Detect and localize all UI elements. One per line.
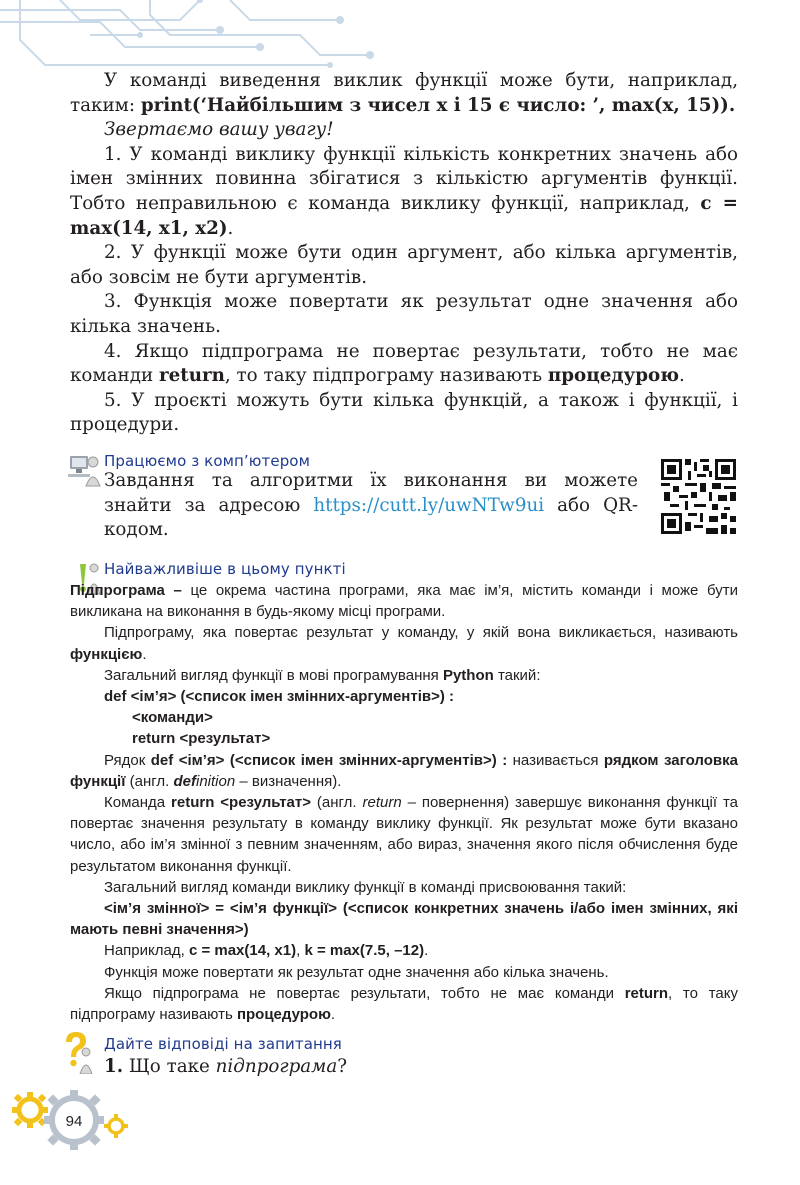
attention-note: Звертаємо вашу увагу! bbox=[104, 119, 334, 141]
computer-user-icon bbox=[68, 452, 102, 488]
circuit-decoration bbox=[0, 0, 380, 70]
intro-paragraph: У команді виведення виклик функції може бути, наприклад, таким: print(‘Найбільшим з чисел x і 15 є число: ’, max(x, 15)). bbox=[70, 70, 738, 116]
code-return-line: return <результат> bbox=[132, 730, 271, 748]
summary-function: Підпрограму, яка повертає результат у команду, у якій вона викликається, називають функцією. bbox=[70, 624, 738, 663]
summary-heading: Найважливіше в цьому пункті bbox=[104, 560, 346, 578]
summary-multi: Функція може повертати як результат одне значення або кілька значень. bbox=[104, 963, 609, 981]
work-section bbox=[104, 469, 638, 543]
code-def-line: def <ім’я> (<список імен змінних-аргументів>) : bbox=[104, 688, 455, 706]
code-commands-line: <команди> bbox=[132, 709, 213, 727]
resource-link[interactable]: https://cutt.ly/uwNTw9ui bbox=[313, 494, 545, 516]
qr-code[interactable] bbox=[661, 459, 736, 534]
question-mark-icon bbox=[60, 1030, 94, 1074]
summary-procedure: Якщо підпрограма не повертає результати, тобто не має команди return, то таку підпрограму називають процедурою. bbox=[70, 984, 738, 1024]
question-1: 1. Що таке підпрограма? bbox=[104, 1056, 348, 1077]
summary-call-code: <ім’я змінної> = <ім’я функції> (<список конкретних значень і/або імен змінних, які мають певні значення>) bbox=[70, 900, 738, 939]
item-3: 3. Функція може повертати як результат одне значення або кілька значень. bbox=[70, 291, 738, 337]
questions-heading: Дайте відповіді на запитання bbox=[104, 1035, 342, 1053]
item-4: 4. Якщо підпрограма не повертає результати, тобто не має команди return, то таку підпрограму називають процедурою. bbox=[70, 340, 738, 387]
summary-general: Загальний вигляд функції в мові програмування Python такий: bbox=[104, 666, 541, 684]
work-paragraph: Завдання та алгоритми їх виконання ви можете знайти за адресою https://cutt.ly/uwNTw9ui або QR-кодом. bbox=[104, 470, 638, 541]
summary-call: Загальний вигляд команди виклику функції в команді присвоювання такий: bbox=[104, 878, 627, 896]
summary-section bbox=[70, 580, 738, 1025]
page-number: 94 bbox=[65, 1113, 83, 1130]
intro-section bbox=[70, 69, 738, 438]
work-heading: Працюємо з комп’ютером bbox=[104, 452, 311, 470]
summary-example: Наприклад, c = max(14, x1), k = max(7.5, –12). bbox=[104, 942, 429, 960]
item-5: 5. У проєкті можуть бути кілька функцій, а також і функції, і процедури. bbox=[70, 389, 738, 436]
summary-definition: Підпрограма – це окрема частина програми, яка має ім’я, містить команди і може бути викликана на виконання в будь-якому місці програми. bbox=[70, 582, 739, 621]
item-1: 1. У команді виклику функції кількість конкретних значень або імен змінних повинна збігатися з кількістю аргументів функції. Тобто неправильною є команда виклику функції, наприклад, c = max(14, x1, x2). bbox=[70, 143, 738, 239]
summary-header-row: Рядок def <ім’я> (<список імен змінних-аргументів>) : називається рядком заголовка функції (англ. definition – визначення). bbox=[70, 751, 738, 790]
summary-return: Команда return <результат> (англ. return – повернення) завершує виконання функції та повертає значення результату в команду виклику функції. Як результат може бути вказано число, або ім’я змінної з певним значенням, або вираз, значення якого після обчислення буде результатом виконання функції. bbox=[70, 794, 738, 875]
item-2: 2. У функції може бути один аргумент, або кілька аргументів, або зовсім не бути аргументів. bbox=[70, 242, 738, 288]
